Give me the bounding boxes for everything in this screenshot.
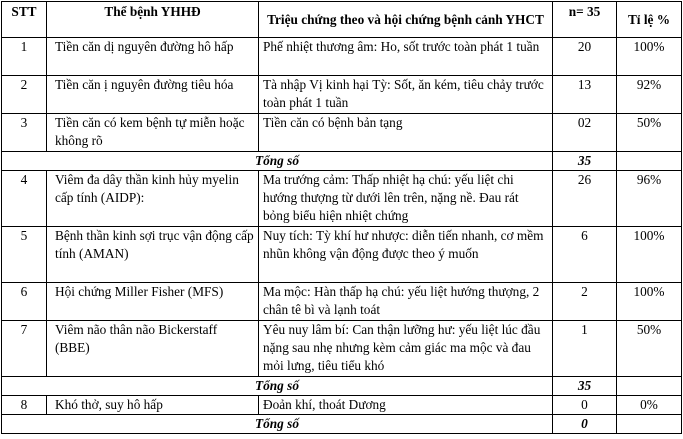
- total-label: Tổng số: [2, 152, 553, 171]
- header-yhhd: Thể bệnh YHHĐ: [47, 2, 259, 38]
- row-yhhd: Tiền căn có kem bệnh tự miễn hoặc không rõ: [47, 114, 259, 152]
- table-row: [2, 171, 682, 227]
- row-yhhd: Hội chứng Miller Fisher (MFS): [47, 283, 259, 321]
- table-row: [2, 283, 682, 321]
- row-yhhd: Tiền căn ị nguyên đường tiêu hóa: [47, 76, 259, 114]
- row-yhhd: Tiền căn dị nguyên đường hô hấp: [47, 38, 259, 76]
- row-pct: 50%: [617, 114, 682, 152]
- row-pct: 100%: [617, 38, 682, 76]
- row-yhhd: Khó thở, suy hô hấp: [47, 396, 259, 415]
- total-label: Tổng số: [2, 377, 553, 396]
- row-yhct: Tiền căn có bệnh bản tạng: [259, 114, 553, 152]
- row-yhhd: Viêm đa dây thần kinh hủy myelin cấp tính (AIDP):: [47, 171, 259, 227]
- table-row: [2, 227, 682, 283]
- row-pct: 100%: [617, 283, 682, 321]
- header-yhct: Triệu chứng theo và hội chứng bệnh cảnh YHCT: [259, 2, 553, 38]
- row-pct: 92%: [617, 76, 682, 114]
- row-pct: 100%: [617, 227, 682, 283]
- row-yhct: Nuy tích: Tỳ khí hư nhược: diễn tiến nhanh, cơ mềm nhũn không vận động được theo ý muốn: [259, 227, 553, 283]
- row-yhct: Ma trướng cảm: Thấp nhiệt hạ chú: yếu liệt chi hướng thượng từ dưới lên trên, nặng nề. Đau rát bỏng biểu hiện nhiệt chứng: [259, 171, 553, 227]
- header-row: [2, 2, 682, 38]
- row-n: 6: [553, 227, 617, 283]
- total-n: 35: [553, 377, 617, 396]
- total-n: 0: [553, 415, 617, 434]
- row-yhct: Yêu nuy lâm bí: Can thận lưỡng hư: yếu liệt lúc đầu nặng sau nhẹ nhưng kèm cảm giác ma mộc và đau mỏi lưng, tiêu tiểu khó: [259, 321, 553, 377]
- row-n: 26: [553, 171, 617, 227]
- table-row: [2, 321, 682, 377]
- row-pct: 96%: [617, 171, 682, 227]
- row-stt: 6: [2, 283, 47, 321]
- header-n: n= 35: [553, 2, 617, 38]
- total-pct-empty: [617, 415, 682, 434]
- row-n: 20: [553, 38, 617, 76]
- header-stt: STT: [2, 2, 47, 38]
- row-pct: 0%: [617, 396, 682, 415]
- total-row: [2, 152, 682, 171]
- total-n: 35: [553, 152, 617, 171]
- row-stt: 1: [2, 38, 47, 76]
- table-row: [2, 76, 682, 114]
- row-n: 0: [553, 396, 617, 415]
- row-pct: 50%: [617, 321, 682, 377]
- row-stt: 2: [2, 76, 47, 114]
- row-n: 13: [553, 76, 617, 114]
- row-stt: 3: [2, 114, 47, 152]
- total-row: [2, 415, 682, 434]
- row-yhct: Ma mộc: Hàn thấp hạ chú: yếu liệt hướng thượng, 2 chân tê bì và lạnh toát: [259, 283, 553, 321]
- row-stt: 5: [2, 227, 47, 283]
- table-row: [2, 38, 682, 76]
- table-row: [2, 114, 682, 152]
- row-n: 2: [553, 283, 617, 321]
- header-tile: Tỉ lệ %: [617, 2, 682, 38]
- row-yhct: Tà nhập Vị kinh hại Tỳ: Sốt, ăn kém, tiêu chảy trước toàn phát 1 tuần: [259, 76, 553, 114]
- row-yhhd: Viêm não thân não Bickerstaff (BBE): [47, 321, 259, 377]
- row-stt: 8: [2, 396, 47, 415]
- row-stt: 4: [2, 171, 47, 227]
- table-row: [2, 396, 682, 415]
- total-pct-empty: [617, 377, 682, 396]
- row-yhct: Đoản khí, thoát Dương: [259, 396, 553, 415]
- row-yhhd: Bệnh thần kinh sợi trục vận động cấp tính (AMAN): [47, 227, 259, 283]
- row-yhct: Phế nhiệt thương âm: Ho, sốt trước toàn phát 1 tuần: [259, 38, 553, 76]
- syndrome-table: [1, 1, 682, 434]
- total-row: [2, 377, 682, 396]
- total-label: Tổng số: [2, 415, 553, 434]
- row-n: 1: [553, 321, 617, 377]
- row-stt: 7: [2, 321, 47, 377]
- total-pct-empty: [617, 152, 682, 171]
- row-n: 02: [553, 114, 617, 152]
